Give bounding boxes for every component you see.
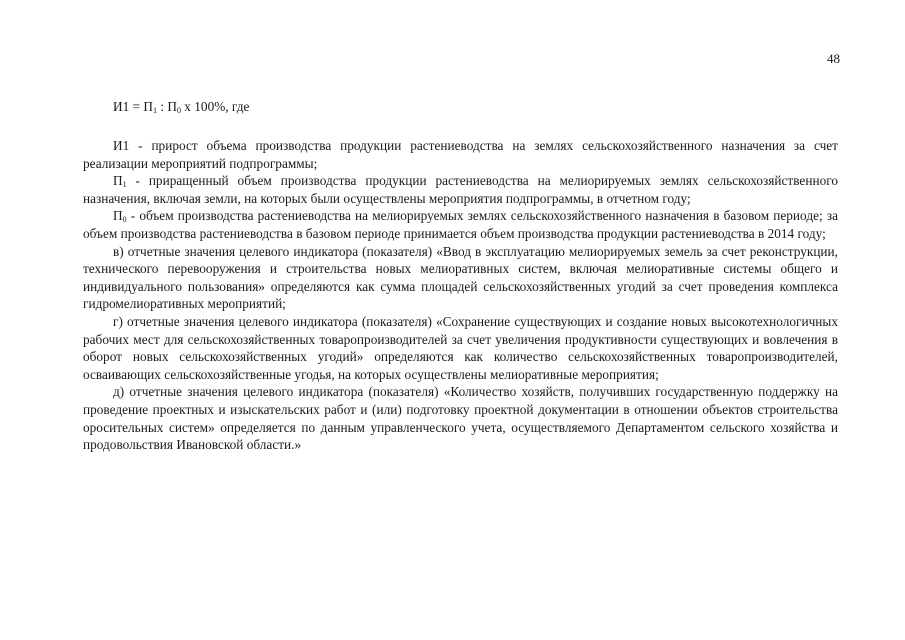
item-marker: г)	[113, 313, 123, 329]
formula-rhs: х 100%, где	[180, 99, 250, 114]
item-text: отчетные значения целевого индикатора (показателя) «Сохранение существующих и создание новых высокотехнологичных рабочих мест для сельскохозяйственных товаропроизводителей за счет увеличения продуктивности существующих и вовлечения в оборот новых сельскохозяйственных угодий» определяются как количество сельскохозяйственных товаропроизводителей, осваивающих сельскохозяйственные угодья, на которых осуществлены мелиоративные мероприятия;	[83, 313, 838, 382]
formula-mid: : П	[157, 99, 177, 114]
definition-text: - приращенный объем производства продукции растениеводства на мелиорируемых землях сельскохозяйственного назначения, включая земли, на которых были осуществлены мероприятия подпрограммы, в отчетном году;	[83, 173, 838, 206]
body-text	[83, 137, 838, 454]
formula-sub-1: 1	[153, 106, 158, 115]
item-v	[83, 243, 838, 313]
item-d	[83, 383, 838, 453]
definition-symbol: П	[113, 208, 123, 224]
definition-p0	[83, 207, 838, 242]
definition-p1	[83, 172, 838, 207]
definition-i1	[83, 137, 838, 172]
definition-symbol-sub: 1	[122, 180, 127, 190]
item-marker: д)	[113, 384, 125, 400]
definition-symbol: И1	[113, 138, 130, 153]
item-marker: в)	[113, 243, 124, 259]
definition-text: - объем производства растениеводства на мелиорируемых землях сельскохозяйственного назначения в базовом периоде; за объем производства растениеводства в базовом периоде принимается объем производства продукции растениеводства в 2014 году;	[83, 208, 838, 241]
page-number: 48	[827, 51, 840, 66]
item-text: отчетные значения целевого индикатора (показателя) «Количество хозяйств, получивших государственную поддержку на проведение проектных и изыскательских работ и (или) подготовку проектной документации в отношении объектов строительства оросительных систем» определяется по данным управленческого учета, осуществляемого Департаментом сельского хозяйства и продовольствия Ивановской области.»	[83, 384, 838, 453]
definition-text: - прирост объема производства продукции растениеводства на землях сельскохозяйственного назначения за счет реализации мероприятий подпрограммы;	[83, 138, 838, 171]
item-g	[83, 313, 838, 383]
formula-lhs: И1 = П	[113, 99, 154, 114]
definition-symbol-sub: 0	[122, 215, 127, 225]
formula-sub-0: 0	[176, 106, 181, 115]
item-text: отчетные значения целевого индикатора (показателя) «Ввод в эксплуатацию мелиорируемых земель за счет реконструкции, технического перевооружения и строительства новых мелиоративных систем, включая мелиоративные системы общего и индивидуального пользования» определяются как сумма площадей сельскохозяйственных угодий за счет проведения комплекса гидромелиоративных мероприятий;	[83, 243, 838, 312]
definition-symbol: П	[113, 173, 123, 189]
formula	[113, 99, 249, 115]
